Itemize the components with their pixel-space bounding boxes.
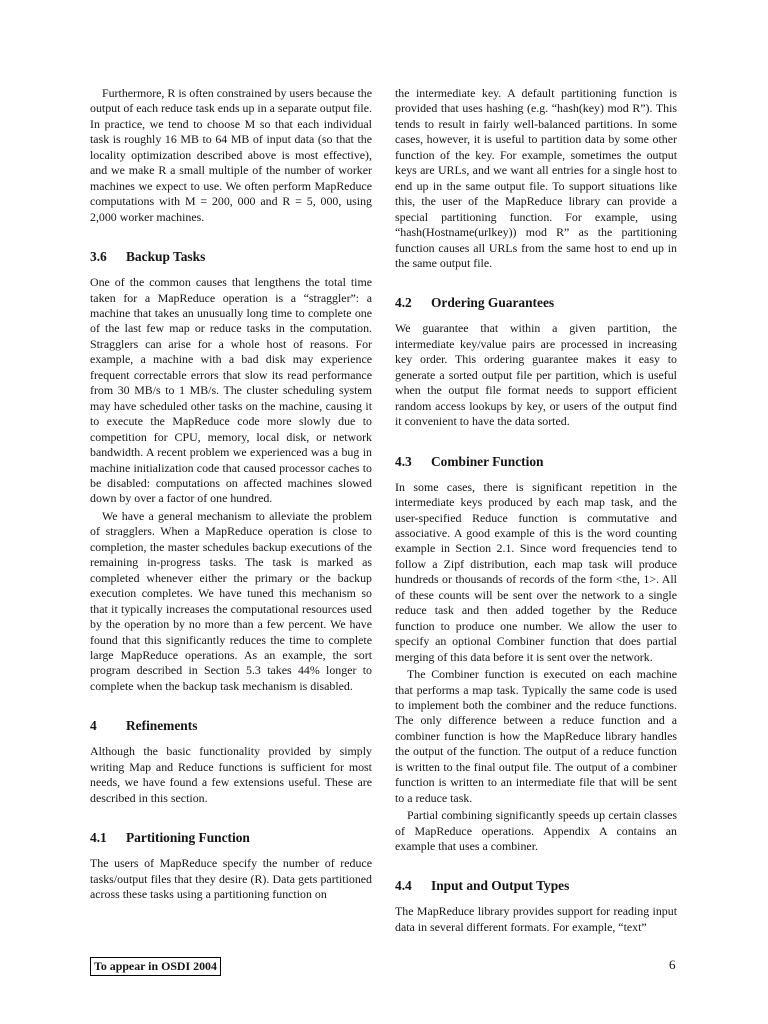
- section-number: 4.1: [90, 830, 107, 846]
- section-title: Partitioning Function: [126, 830, 250, 846]
- paragraph: One of the common causes that lengthens the total time taken for a MapReduce operation is a “straggler”: a machine that takes an unusually long time to complete one of the last few map or reduce tasks in the computation. Stragglers can arise for a whole host of reasons. For example, a machine with a bad disk may experience frequent correctable errors that slow its read performance from 30 MB/s to 1 MB/s. The cluster scheduling system may have scheduled other tasks on the machine, causing it to execute the MapReduce code more slowly due to competition for CPU, memory, local disk, or network bandwidth. A recent problem we experienced was a bug in machine initialization code that caused processor caches to be disabled: computations on affected machines slowed down by over a factor of one hundred.: [90, 275, 372, 506]
- page-number: 6: [669, 957, 676, 972]
- section-number: 4.2: [395, 295, 412, 311]
- paragraph: In some cases, there is significant repetition in the intermediate keys produced by each map task, and the user-specified Reduce function is commutative and associative. A good example of this is the word counting example in Section 2.1. Since word frequencies tend to follow a Zipf distribution, each map task will produce hundreds or thousands of records of the form <the, 1>. All of these counts will be sent over the network to a single reduce task and then added together by the Reduce function to produce one number. We allow the user to specify an optional Combiner function that does partial merging of this data before it is sent over the network.: [395, 479, 677, 664]
- section-heading: [395, 878, 677, 894]
- left-column: [90, 86, 372, 902]
- paragraph: The MapReduce library provides support for reading input data in several different formats. For example, “text”: [395, 904, 677, 934]
- section-title: Refinements: [126, 718, 198, 734]
- section-title: Backup Tasks: [126, 249, 206, 265]
- section-title: Combiner Function: [431, 453, 544, 469]
- paragraph: Furthermore, R is often constrained by users because the output of each reduce task ends up in a separate output file. In practice, we tend to choose M so that each individual task is roughly 16 MB to 64 MB of input data (so that the locality optimization described above is most effective), and we make R a small multiple of the number of worker machines we expect to use. We often perform MapReduce computations with M = 200, 000 and R = 5, 000, using 2,000 worker machines.: [90, 86, 372, 224]
- section-number: 4.4: [395, 878, 412, 894]
- section-heading: [90, 718, 372, 734]
- section-title: Ordering Guarantees: [431, 295, 555, 311]
- venue-footer: To appear in OSDI 2004: [90, 957, 221, 976]
- paragraph: Partial combining significantly speeds up certain classes of MapReduce operations. Appendix A contains an example that uses a combiner.: [395, 808, 677, 854]
- paragraph: the intermediate key. A default partitioning function is provided that uses hashing (e.g. “hash(key) mod R”). This tends to result in fairly well-balanced partitions. In some cases, however, it is useful to partition data by some other function of the key. For example, sometimes the output keys are URLs, and we want all entries for a single host to end up in the same output file. To support situations like this, the user of the MapReduce library can provide a special partitioning function. For example, using “hash(Hostname(urlkey)) mod R” as the partitioning function causes all URLs from the same host to end up in the same output file.: [395, 86, 677, 270]
- paragraph: Although the basic functionality provided by simply writing Map and Reduce functions is sufficient for most needs, we have found a few extensions useful. These are described in this section.: [90, 744, 372, 805]
- section-heading: [395, 295, 677, 311]
- section-title: Input and Output Types: [431, 878, 570, 894]
- paragraph: We guarantee that within a given partition, the intermediate key/value pairs are processed in increasing key order. This ordering guarantee makes it easy to generate a sorted output file per partition, which is useful when the output file format needs to support efficient random access lookups by key, or users of the output find it convenient to have the data sorted.: [395, 321, 677, 429]
- right-column: [395, 86, 677, 935]
- section-number: 3.6: [90, 249, 107, 265]
- paragraph: We have a general mechanism to alleviate the problem of stragglers. When a MapReduce operation is close to completion, the master schedules backup executions of the remaining in-progress tasks. The task is marked as completed whenever either the primary or the backup execution completes. We have tuned this mechanism so that it typically increases the computational resources used by the operation by no more than a few percent. We have found that this significantly reduces the time to complete large MapReduce operations. As an example, the sort program described in Section 5.3 takes 44% longer to complete when the backup task mechanism is disabled.: [90, 508, 372, 693]
- section-heading: [90, 249, 372, 265]
- section-number: 4.3: [395, 453, 412, 469]
- paragraph: The Combiner function is executed on each machine that performs a map task. Typically the same code is used to implement both the combiner and the reduce functions. The only difference between a reduce function and a combiner function is how the MapReduce library handles the output of the function. The output of a reduce function is written to the final output file. The output of a combiner function is written to an intermediate file that will be sent to a reduce task.: [395, 667, 677, 805]
- section-heading: [90, 830, 372, 846]
- paragraph: The users of MapReduce specify the number of reduce tasks/output files that they desire (R). Data gets partitioned across these tasks using a partitioning function on: [90, 856, 372, 902]
- section-heading: [395, 454, 677, 470]
- section-number: 4: [90, 718, 97, 734]
